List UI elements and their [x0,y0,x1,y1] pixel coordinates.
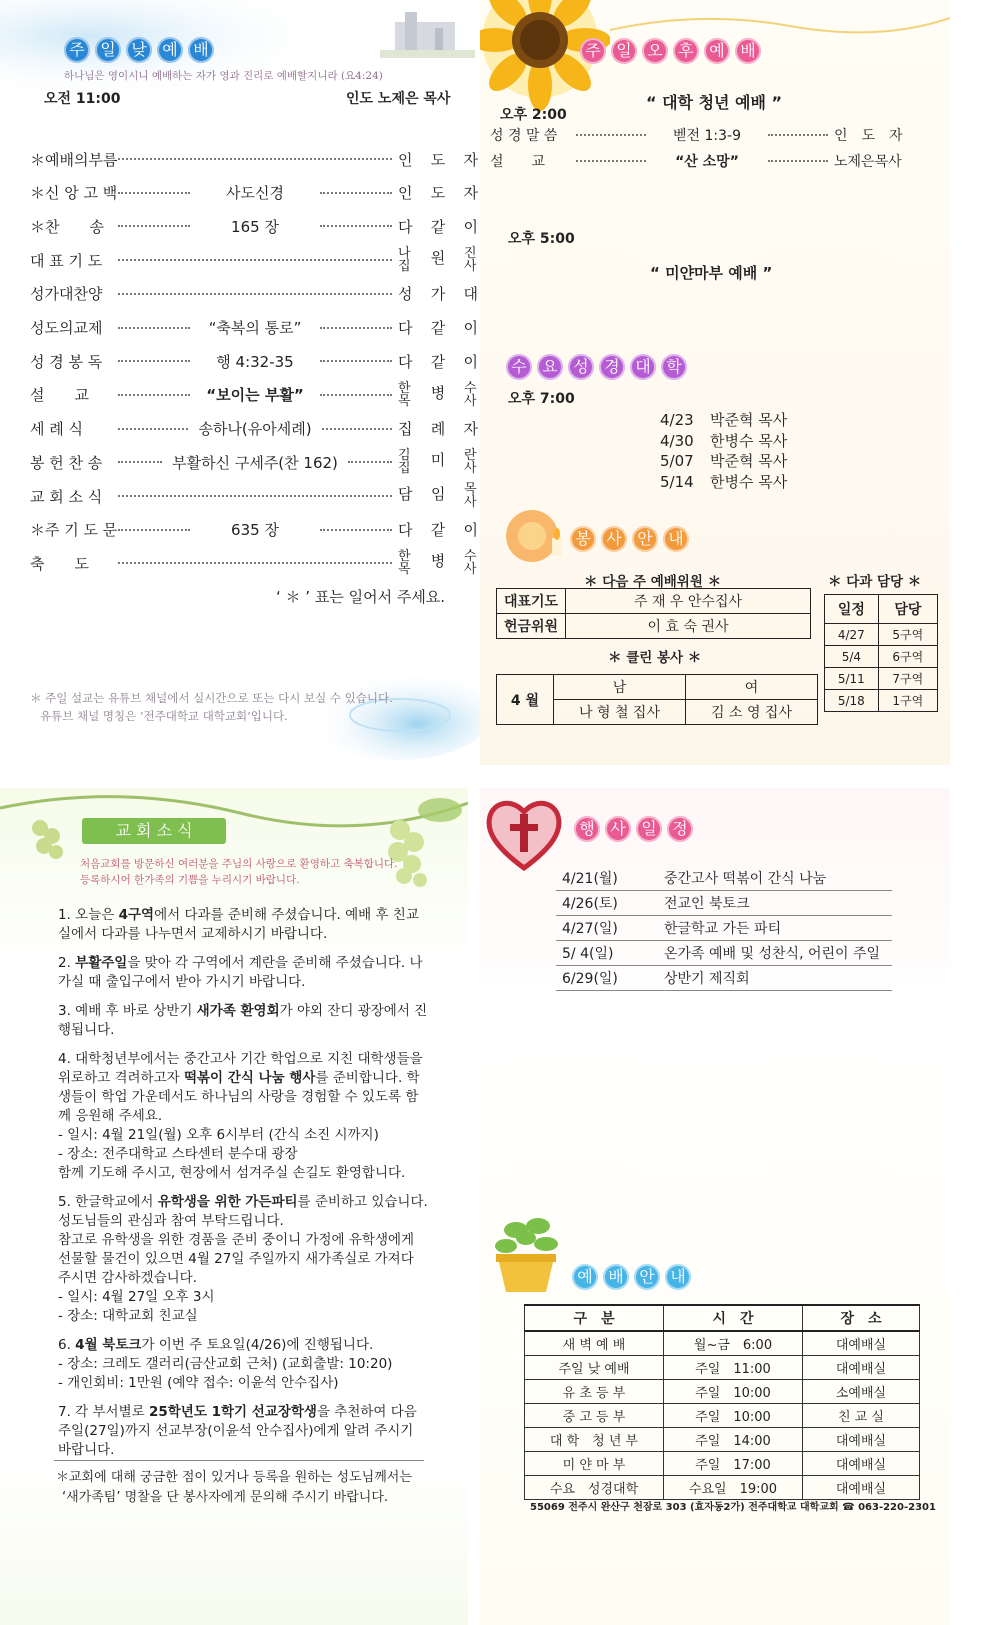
committee-role: 대표기도 [497,589,566,614]
row-reading: 벧전 1:3-9 [673,128,741,144]
church-news-panel [0,788,468,1625]
event-desc: 전교인 북토크 [658,891,892,916]
order-responsible [398,317,478,338]
worship-row [525,1428,920,1452]
news-sub: 참고로 유학생을 위한 경품을 준비 중이니 가정에 유학생에게 선물할 물건이 있으면 4월 27일 주일까지 새가족실로 가져다 주시면 감사하겠습니다. [58,1232,415,1286]
committee-role: 헌금위원 [497,614,566,639]
responsible-part: 도 [430,184,446,203]
order-row [30,311,478,345]
order-label: 설 교 [30,386,89,405]
potted-plant-icon [486,1208,566,1298]
responsible-part: 대 [463,285,478,304]
head-place: 장 소 [803,1305,920,1331]
worship-head-row [525,1305,920,1331]
responsible-part: 이 [463,217,478,236]
myanmar-service-title: “ 미얀마부 예배 ” [650,264,773,282]
dotted-leader [320,394,392,396]
worship-row [525,1331,920,1356]
title-badge: 낮 [126,37,152,63]
news-item: 6. 4월 북토크가 이번 주 토요일(4/26)에 진행됩니다. - 장소: 크레도 갤러리(금산교회 근처) (교회출발: 10:20) - 개인회비: 1만원 (예약 접수: 이윤석 안수집사) [58,1337,393,1391]
row-label: 설 교 [490,154,546,170]
afternoon-time-1: 오후 2:00 [500,107,567,123]
responsible-part: 원 [430,249,446,268]
worship-place: 친 교 실 [803,1404,920,1428]
order-content: 송하나(유아세례) [198,420,312,439]
order-row [30,479,478,513]
title-badge: 내 [665,1264,691,1290]
order-responsible [398,351,478,372]
order-responsible [398,519,478,540]
worship-row [525,1380,920,1404]
worship-guide-title [572,1264,691,1290]
responsible-part: 이 [463,352,478,371]
refreshment-heading: ＊ 다과 담당 ＊ [828,574,922,590]
order-row [30,277,478,311]
committee-name: 주 재 우 안수집사 [566,589,811,614]
dotted-leader [320,192,392,194]
order-label: 성 경 봉 독 [30,352,103,371]
responsible-part: 다 [398,319,413,337]
order-row [30,344,478,378]
worship-name: 미 얀 마 부 [525,1452,664,1476]
worship-time: 주일 10:00 [664,1404,803,1428]
order-row [30,445,478,479]
clean-head-male: 남 [554,675,686,700]
worship-row [525,1476,920,1500]
news-sub: - 일시: 4월 21일(월) 오후 6시부터 (간식 소진 시까지) [58,1127,379,1143]
order-label: 성도의교제 [30,319,103,337]
afternoon-panel [480,0,950,765]
news-sub: - 장소: 대학교회 친교실 [58,1308,198,1324]
schedule-date: 5/14 [660,472,694,491]
schedule-date: 5/07 [660,452,694,470]
title-badge: 후 [673,38,699,64]
news-item: 3. 예배 후 바로 상반기 새가족 환영회가 야외 잔디 광장에서 진행됩니다. [58,1003,428,1038]
sunday-afternoon-title [580,38,761,64]
schedule-row [660,472,787,493]
event-date: 4/26(토) [556,891,658,916]
service-info-title [570,526,689,552]
refresh-head-row [825,595,938,624]
responsible-part: 성 [398,285,413,304]
worship-row [525,1404,920,1428]
responsible-part: 한목 [398,380,411,409]
sunday-morning-title [64,37,214,63]
order-responsible [398,382,478,408]
responsible-part: 자 [463,150,478,169]
news-item: 4. 대학청년부에서는 중간고사 기간 학업으로 지친 대학생들을 위로하고 격려하고자 떡볶이 간식 나눔 행사를 준비합니다. 학생들이 학업 가운데서도 하나님의 사랑을 경험할 수 있도록 함께 응원해 주세요. - 일시: 4월 21일(월) 오후 6시부터 (간식 소진 시까지) - 장소: 전주대학교 스타센터 분수대 광장 함께 기도해 주시고, 현장에서 섬겨주실 손길도 환영합니다. [58,1051,423,1181]
worship-name: 유 초 등 부 [525,1380,664,1404]
news-item: 5. 한글학교에서 유학생을 위한 가든파티를 준비하고 있습니다. 성도님들의 관심과 참여 부탁드립니다. 참고로 유학생을 위한 경품을 준비 중이니 가정에 유학생에게 선물할 물건이 있으면 4월 27일 주일까지 새가족실로 가져다 주시면 감사하겠습니다. - 일시: 4월 27일 오후 3시 - 장소: 대학교회 친교실 [58,1194,428,1324]
footer-divider [54,1460,424,1461]
title-badge: 주 [580,38,606,64]
refreshment-table [824,594,938,712]
worship-row [525,1452,920,1476]
event-desc: 중간고사 떡볶이 간식 나눔 [658,866,892,891]
responsible-part: 수사 [464,380,477,409]
dotted-leader [118,428,188,430]
event-date: 5/ 4(일) [556,941,658,966]
ribbon-decoration [610,10,950,40]
responsible-part: 김집 [398,448,411,477]
responsible-part: 병 [430,552,446,571]
clean-head-row [497,675,818,700]
event-desc: 상반기 제직회 [658,966,892,991]
responsible-part: 임 [431,485,446,503]
dotted-leader [320,327,392,329]
order-label: 대 표 기 도 [30,251,103,270]
worship-name: 중 고 등 부 [525,1404,664,1428]
order-content: 사도신경 [226,184,284,203]
title-badge: 내 [663,526,689,552]
stand-note: ‘ ＊ ’ 표는 일어서 주세요. [276,588,446,606]
welcome-line-1: 처음교회를 방문하신 여러분을 주님의 사랑으로 환영하고 축복합니다. [80,858,398,870]
event-date: 4/21(월) [556,866,658,891]
worship-time: 월~금 6:00 [664,1331,803,1356]
dotted-leader [118,495,392,497]
news-item: 2. 부활주일을 맞아 각 구역에서 계란을 준비해 주셨습니다. 나가실 때 출입구에서 받아 가시기 바랍니다. [58,955,423,990]
event-row [556,891,892,916]
responsible-part: 자 [463,420,479,439]
worship-place: 대예배실 [803,1331,920,1356]
order-row [30,513,478,547]
clean-month: 4 월 [497,675,554,725]
title-badge: 경 [599,354,625,380]
dotted-leader [348,461,392,463]
title-badge: 예 [704,38,730,64]
title-badge: 학 [661,354,687,380]
row-label: 성 경 말 씀 [490,128,558,144]
news-footer-1: ＊교회에 대해 궁금한 점이 있거나 등록을 원하는 성도님께서는 [56,1470,412,1485]
schedule-preacher: 한병수 목사 [710,431,788,450]
committee-row [497,589,811,614]
dotted-leader [118,293,392,295]
committee-name: 이 효 숙 권사 [566,614,811,639]
order-row [30,142,478,176]
order-label: ＊신 앙 고 백 [30,184,118,203]
title-badge: 배 [603,1264,629,1290]
refresh-zone: 1구역 [878,690,937,712]
committee-row [497,614,811,639]
title-badge: 오 [642,38,668,64]
responsible-part: 인 [398,184,413,203]
event-date: 6/29(일) [556,966,658,991]
responsible-part: 자 [463,184,478,203]
welcome-line-2: 등록하시어 한가족의 기쁨을 누리시기 바랍니다. [80,874,300,886]
title-badge: 일 [611,38,637,64]
wednesday-title [506,354,687,380]
order-row [30,412,478,446]
order-row [30,176,478,210]
order-label: ＊예배의부름 [30,150,118,169]
order-label: ＊주 기 도 문 [30,521,118,540]
order-content: “축복의 통로” [208,319,302,337]
title-badge: 안 [632,526,658,552]
events-title [574,816,693,842]
schedule-preacher: 박준혁 목사 [710,452,788,470]
title-badge: 배 [188,37,214,63]
responsible-part: 한목 [398,549,411,578]
church-address: 55069 전주시 완산구 천잠로 303 (효자동2가) 전주대학교 대학교회 ☎ 063-220-2301 [530,1502,936,1513]
news-item: 7. 각 부서별로 25학년도 1학기 선교장학생을 추천하여 다음 주일(27일)까지 선교부장(이윤석 안수집사)에게 알려 주시기 바랍니다. [58,1404,417,1458]
afternoon-row [490,124,930,146]
order-label: 교 회 소 식 [30,487,103,506]
head-time: 시 간 [664,1305,803,1331]
responsible-part: 이 [463,521,478,540]
title-badge: 일 [95,37,121,63]
news-sub: - 장소: 전주대학교 스타센터 분수대 광장 [58,1146,298,1162]
news-sub: - 개인회비: 1만원 (예약 접수: 이윤석 안수집사) [58,1375,339,1391]
clean-service-heading: ＊ 클린 봉사 ＊ [608,650,702,666]
responsible-part: 다 [398,352,413,371]
dotted-leader [576,160,646,162]
order-responsible [398,149,478,170]
row-role: 인 도 자 [834,128,903,144]
order-content: 635 장 [231,521,279,540]
schedule-row [660,451,787,472]
news-title-banner [82,818,226,844]
refresh-date: 5/11 [825,668,879,690]
dotted-leader [118,192,190,194]
dotted-leader [118,461,162,463]
title-badge: 성 [568,354,594,380]
order-row [30,243,478,277]
worship-row [525,1356,920,1380]
schedule-row [660,410,787,431]
wednesday-time: 오후 7:00 [508,391,575,407]
responsible-part: 같 [430,352,446,371]
worship-guide-table [524,1304,920,1500]
event-row [556,966,892,991]
youtube-note-2: 유튜브 채널 명칭은 ‘전주대학교 대학교회’입니다. [40,709,288,723]
news-list [58,906,430,1470]
refresh-row [825,668,938,690]
heart-cross-icon [484,794,564,874]
order-content: 부활하신 구세주(찬 162) [172,453,338,472]
worship-name: 대 학 청 년 부 [525,1428,664,1452]
worship-name: 주일 낮 예배 [525,1356,664,1380]
worship-name: 새 벽 예 배 [525,1331,664,1356]
scripture-verse: 하나님은 영이시니 예배하는 자가 영과 진리로 예배할지니라 (요4:24) [64,70,383,82]
next-committee-heading: ＊ 다음 주 예배위원 ＊ [584,574,722,590]
title-badge: 일 [636,816,662,842]
order-row [30,209,478,243]
title-badge: 사 [601,526,627,552]
candle-icon [500,508,570,568]
news-sub: - 장소: 크레도 갤러리(금산교회 근처) (교회출발: 10:20) [58,1356,393,1372]
order-label: 세 례 식 [30,420,84,439]
responsible-part: 목사 [464,482,477,510]
news-title: 교 회 소 식 [115,821,193,840]
service-time: 오전 11:00 [44,91,121,107]
responsible-part: 같 [430,521,446,540]
title-badge: 예 [572,1264,598,1290]
news-sub: 함께 기도해 주시고, 현장에서 섬겨주실 손길도 환영합니다. [58,1165,406,1181]
order-label: 축 도 [30,554,89,573]
news-sub: - 일시: 4월 27일 오후 3시 [58,1289,215,1305]
grape-vine-decoration [0,788,468,908]
refresh-head-zone: 담당 [878,595,937,624]
row-sermon: “산 소망” [675,154,739,170]
worship-time: 주일 17:00 [664,1452,803,1476]
order-responsible [398,216,478,237]
order-responsible [398,182,478,203]
dotted-leader [118,327,190,329]
title-badge: 예 [157,37,183,63]
responsible-part: 도 [430,150,446,169]
responsible-part: 가 [430,285,446,304]
next-committee-table [496,588,811,639]
dotted-leader [322,428,392,430]
event-desc: 한글학교 가든 파티 [658,916,892,941]
responsible-part: 수사 [464,549,477,578]
title-badge: 수 [506,354,532,380]
worship-place: 소예배실 [803,1380,920,1404]
dotted-leader [118,394,190,396]
dotted-leader [320,529,392,531]
clean-name-female: 김 소 영 집사 [686,700,818,725]
dotted-leader [118,158,392,160]
refresh-date: 4/27 [825,624,879,646]
schedule-date: 4/23 [660,411,694,429]
clean-head-female: 여 [686,675,818,700]
clean-service-table [496,674,818,725]
schedule-date: 4/30 [660,431,694,450]
responsible-part: 진사 [464,246,477,275]
afternoon-row [490,150,930,172]
worship-time: 수요일 19:00 [664,1476,803,1500]
event-date: 4/27(일) [556,916,658,941]
dotted-leader [118,529,190,531]
title-badge: 봉 [570,526,596,552]
title-badge: 안 [634,1264,660,1290]
dotted-leader [118,562,392,564]
dotted-leader [320,225,392,227]
responsible-part: 다 [398,521,413,540]
title-badge: 배 [735,38,761,64]
refresh-zone: 7구역 [878,668,937,690]
clean-name-male: 나 형 철 집사 [554,700,686,725]
responsible-part: 인 [398,150,413,169]
dotted-leader [576,134,646,136]
dotted-leader [118,360,190,362]
events-panel [480,788,950,1625]
youtube-note-1: ＊ 주일 설교는 유튜브 채널에서 실시간으로 또는 다시 보실 수 있습니다. [30,691,393,705]
schedule-preacher: 한병수 목사 [710,472,788,491]
order-label: 봉 헌 찬 송 [30,453,103,472]
worship-time: 주일 14:00 [664,1428,803,1452]
refresh-zone: 6구역 [878,646,937,668]
news-footer-2: ‘새가족팀’ 명찰을 단 봉사자에게 문의해 주시기 바랍니다. [62,1490,389,1505]
dotted-leader [118,225,190,227]
refresh-row [825,624,938,646]
responsible-part: 나집 [398,246,411,275]
order-content: “보이는 부활” [206,386,304,405]
schedule-preacher: 박준혁 목사 [710,411,788,429]
responsible-part: 란사 [464,448,477,477]
responsible-part: 미 [430,451,446,470]
order-content: 165 장 [231,217,279,236]
order-responsible [398,483,478,509]
dotted-leader [320,360,392,362]
refresh-row [825,690,938,712]
news-item: 1. 오늘은 4구역에서 다과를 준비해 주셨습니다. 예배 후 친교실에서 다과를 나누면서 교제하시기 바랍니다. [58,907,419,942]
title-badge: 행 [574,816,600,842]
refresh-row [825,646,938,668]
order-responsible [398,449,478,475]
event-row [556,916,892,941]
worship-name: 수요 성경대학 [525,1476,664,1500]
order-row [30,378,478,412]
event-row [556,941,892,966]
events-table [556,866,892,991]
responsible-part: 이 [463,319,478,337]
church-building-icon [380,12,475,58]
order-label: 성가대찬양 [30,285,103,304]
worship-place: 대예배실 [803,1428,920,1452]
sunday-morning-panel [0,0,480,760]
responsible-part: 례 [430,420,446,439]
responsible-part: 집 [398,420,413,439]
title-badge: 사 [605,816,631,842]
event-desc: 온가족 예배 및 성찬식, 어린이 주일 [658,941,892,966]
event-row [556,866,892,891]
worship-place: 대예배실 [803,1476,920,1500]
order-responsible [398,283,478,304]
schedule-row [660,431,787,452]
title-badge: 대 [630,354,656,380]
order-row [30,546,478,580]
youth-service-title: “ 대학 청년 예배 ” [646,93,783,112]
responsible-part: 다 [398,217,413,236]
worship-place: 대예배실 [803,1452,920,1476]
responsible-part: 병 [430,383,446,402]
worship-time: 주일 11:00 [664,1356,803,1380]
worship-time: 주일 10:00 [664,1380,803,1404]
refresh-zone: 5구역 [878,624,937,646]
dotted-leader [118,259,392,261]
title-badge: 주 [64,37,90,63]
worship-place: 대예배실 [803,1356,920,1380]
responsible-part: 같 [430,217,446,236]
dotted-leader [768,134,828,136]
title-badge: 요 [537,354,563,380]
order-responsible [398,550,478,576]
head-category: 구 분 [525,1305,664,1331]
title-badge: 정 [667,816,693,842]
order-responsible [398,418,478,439]
responsible-part: 같 [430,319,446,337]
refresh-date: 5/4 [825,646,879,668]
afternoon-time-2: 오후 5:00 [508,231,575,247]
order-responsible [398,247,478,273]
service-leader: 인도 노제은 목사 [346,91,451,107]
dotted-leader [768,160,828,162]
refresh-head-date: 일정 [825,595,879,624]
order-label: ＊찬 송 [30,217,104,236]
responsible-part: 담 [398,485,413,503]
order-content: 행 4:32-35 [216,352,294,371]
refresh-date: 5/18 [825,690,879,712]
row-role: 노제은목사 [834,154,902,170]
wednesday-schedule [660,410,787,492]
